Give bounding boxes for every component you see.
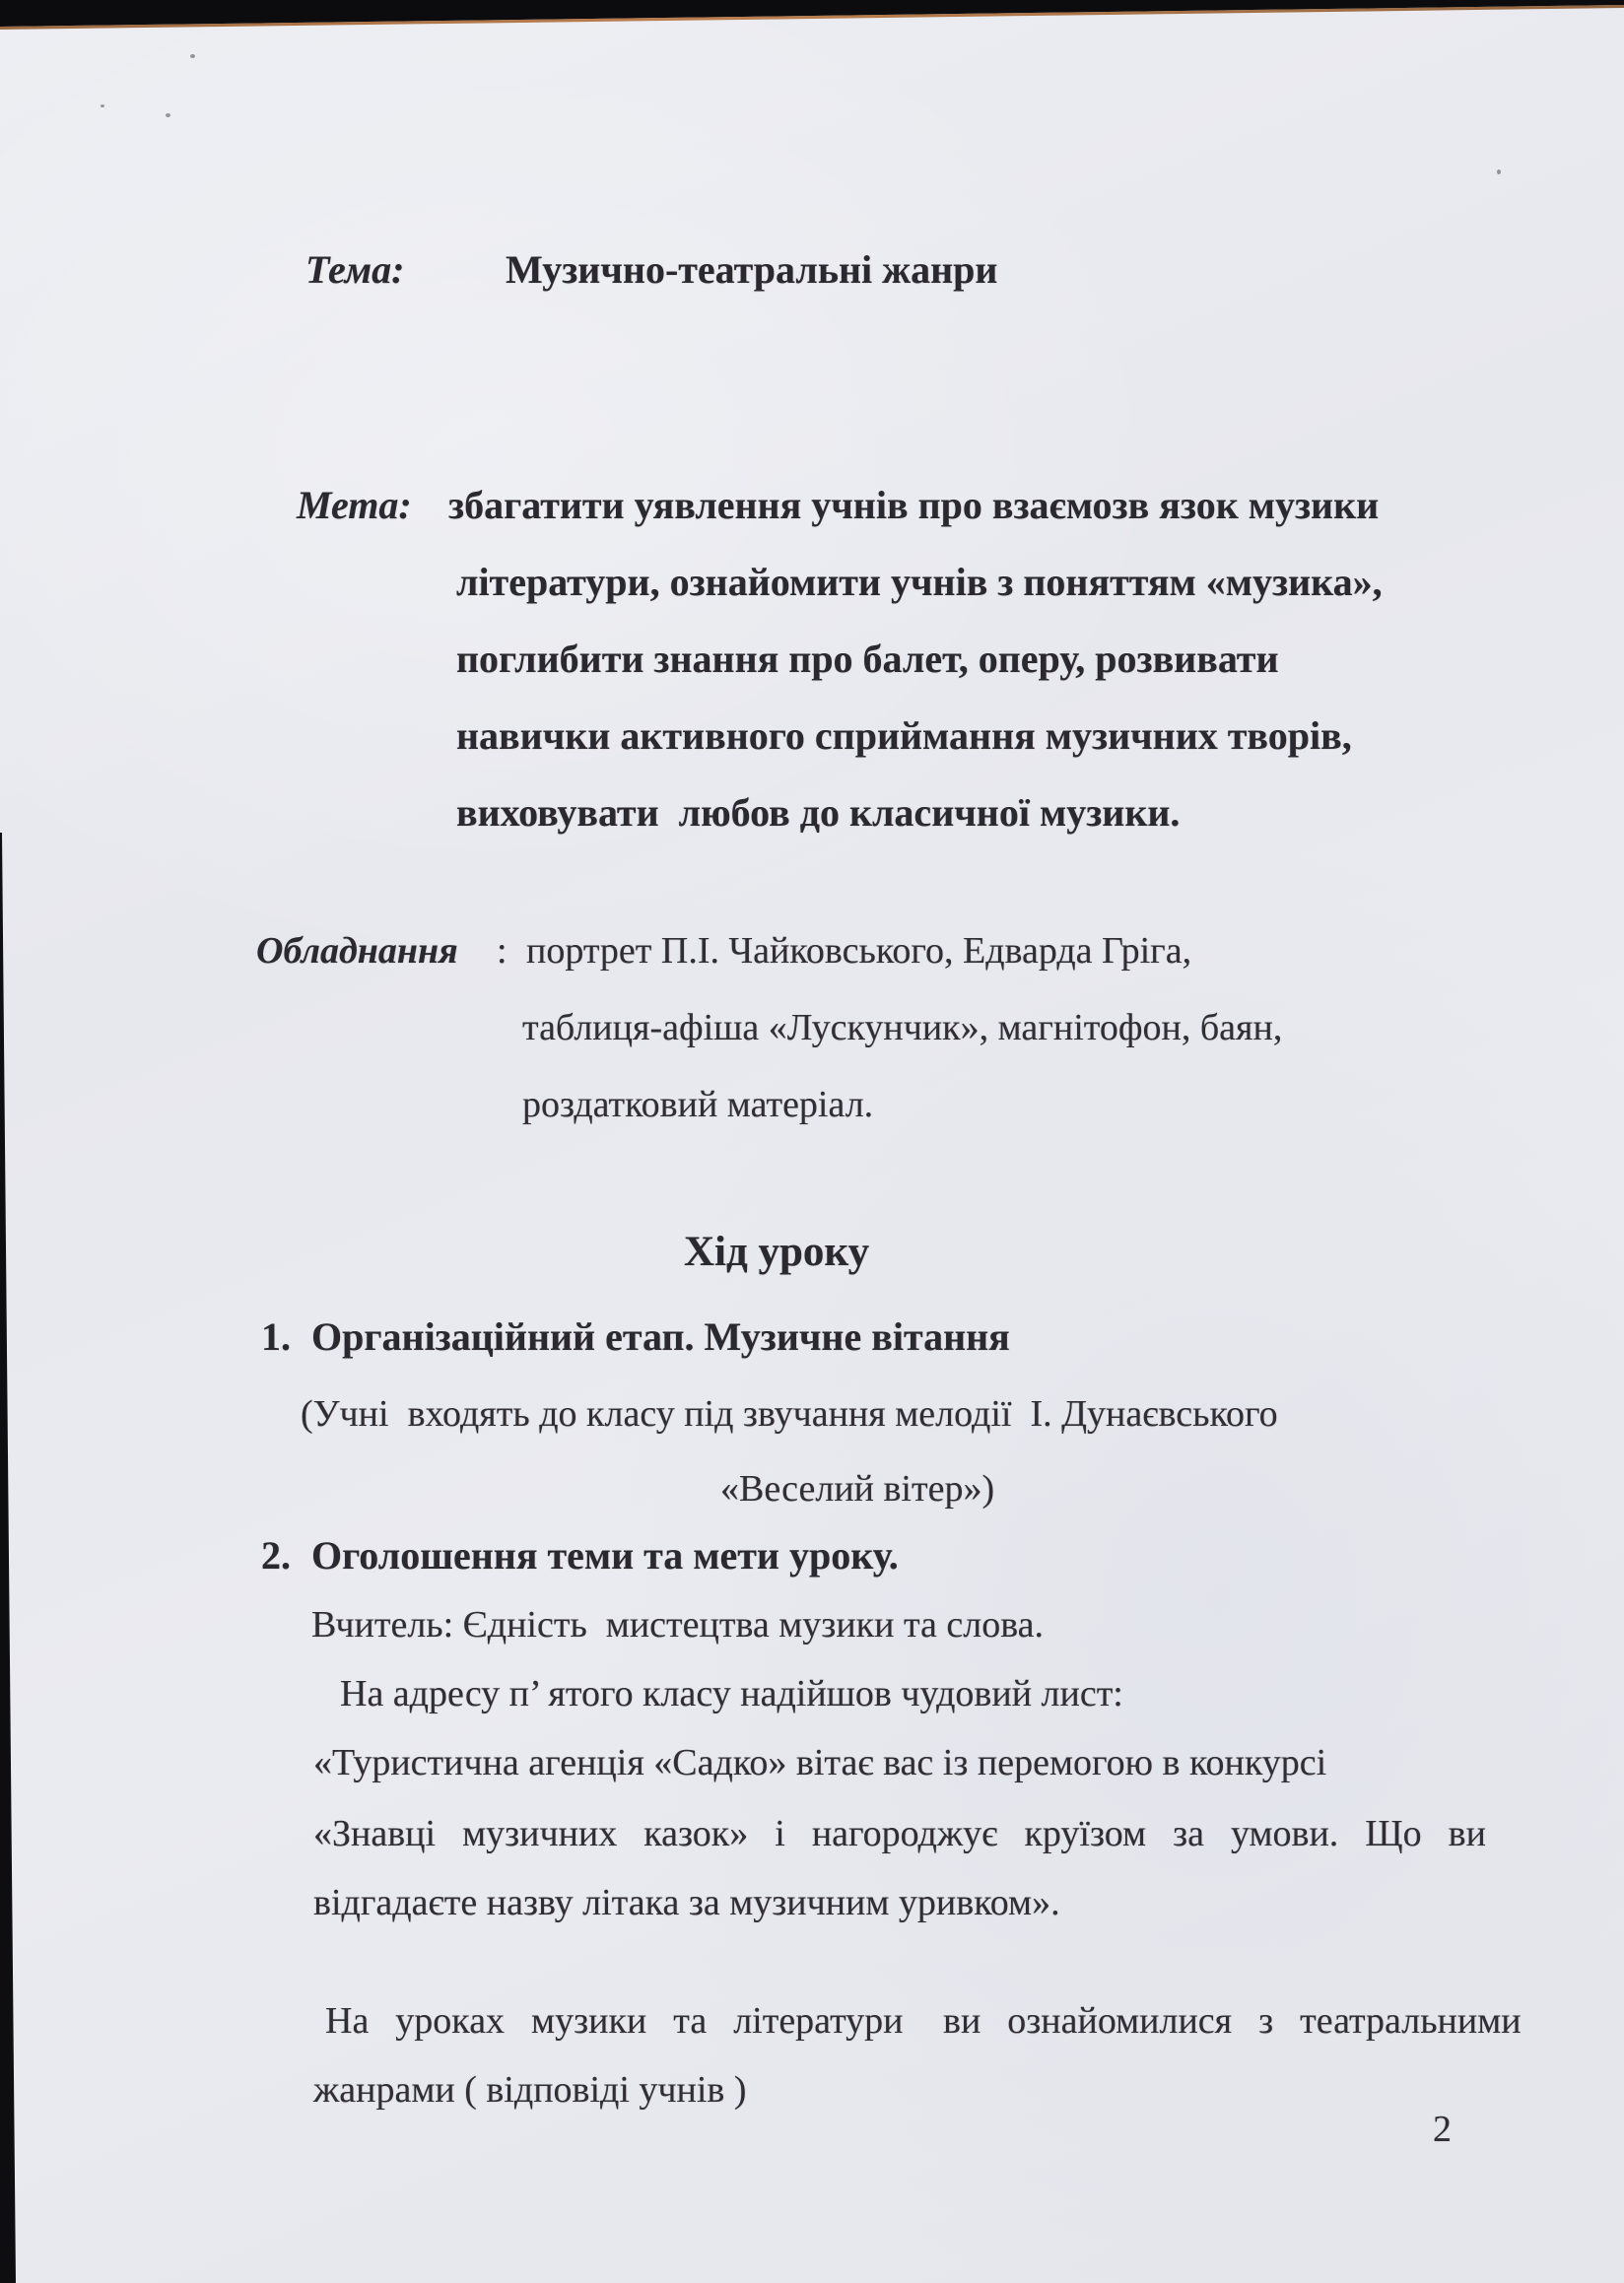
meta-label: Мета: — [297, 483, 412, 527]
lesson-item-1-note: (Учні входять до класу під звучання мелодії І. Дунаєвського — [301, 1393, 1278, 1435]
meta-line: літератури, ознайомити учнів з поняттям «музика», — [456, 560, 1383, 604]
lesson-item-1-number: 1. — [261, 1314, 291, 1359]
equipment-line: роздатковий матеріал. — [522, 1084, 874, 1125]
equipment-label: Обладнання — [256, 930, 458, 972]
tema-title: Музично-театральні жанри — [506, 247, 998, 292]
letter-line: відгадаєте назву літака за музичним уривком». — [313, 1882, 1060, 1923]
scan-speckle — [101, 104, 104, 107]
lesson-item-1-note: «Веселий вітер») — [720, 1468, 995, 1510]
equipment-line: портрет П.І. Чайковського, Едварда Гріга, — [526, 930, 1192, 972]
lesson-item-2-title: Оголошення теми та мети уроку. — [311, 1533, 899, 1578]
letter-line: «Знавці музичних казок» і нагороджує круїзом за умови. Що ви — [313, 1813, 1486, 1854]
letter-line: «Туристична агенція «Садко» вітає вас із перемогою в конкурсі — [313, 1742, 1327, 1783]
page-number: 2 — [1433, 2109, 1452, 2150]
equipment-colon: : — [497, 930, 508, 972]
tema-label: Тема: — [305, 247, 405, 292]
meta-line: виховувати любов до класичної музики. — [456, 790, 1181, 835]
scan-speckle — [166, 113, 170, 117]
meta-line: збагатити уявлення учнів про взаємозв язок музики — [448, 483, 1380, 527]
meta-line: поглибити знання про балет, оперу, розвивати — [456, 637, 1279, 681]
meta-line: навички активного сприймання музичних творів, — [456, 713, 1352, 758]
lesson-item-1-title: Організаційний етап. Музичне вітання — [311, 1314, 1010, 1359]
scan-speckle — [190, 54, 195, 58]
letter-intro-line: На адресу п’ ятого класу надійшов чудовий лист: — [340, 1673, 1123, 1714]
equipment-line: таблиця-афіша «Лускунчик», магнітофон, баян, — [522, 1007, 1283, 1048]
scanner-edge-left — [0, 833, 18, 2283]
scan-speckle — [1497, 169, 1501, 174]
lesson-heading: Хід уроку — [684, 1229, 870, 1275]
final-paragraph-line: На уроках музики та літератури ви ознайомилися з театральними — [325, 2000, 1522, 2042]
final-paragraph-line: жанрами ( відповіді учнів ) — [313, 2069, 747, 2111]
lesson-item-2-number: 2. — [261, 1533, 291, 1578]
teacher-line: Вчитель: Єдність мистецтва музики та слова. — [311, 1604, 1045, 1645]
